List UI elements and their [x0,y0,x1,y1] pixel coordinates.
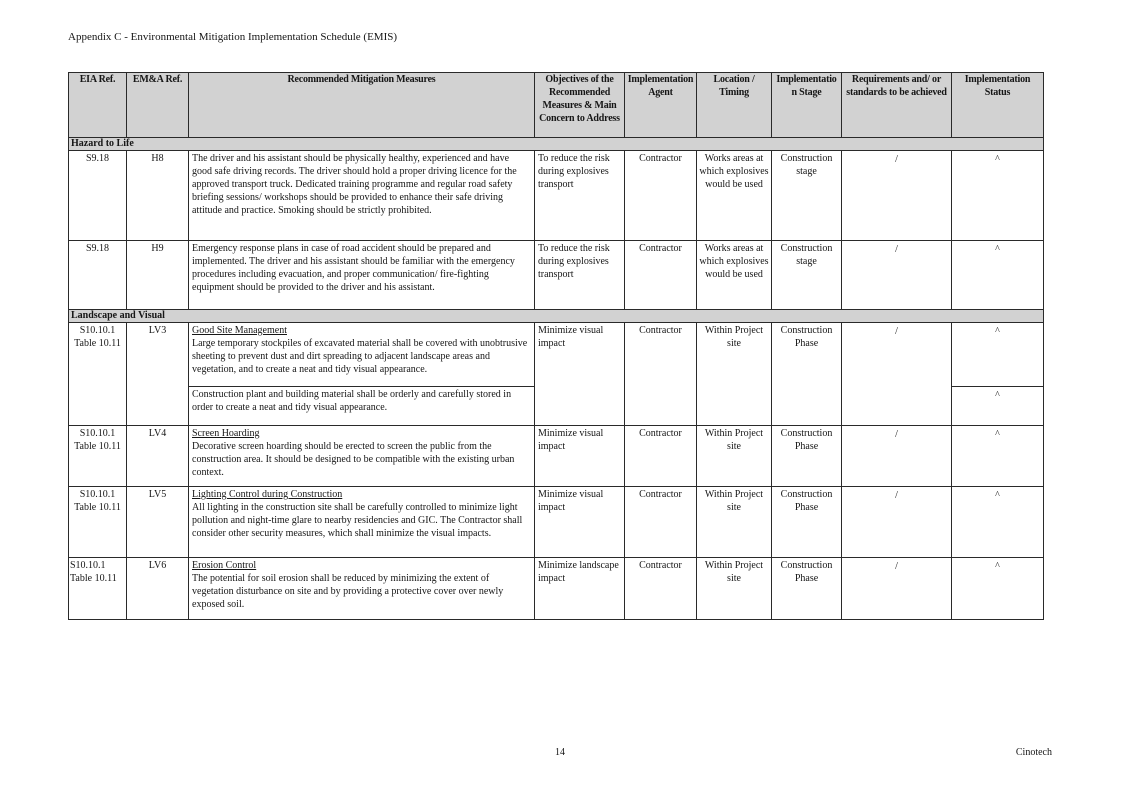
cell-status-2: ^ [952,387,1044,426]
cell-ema-ref: H9 [127,241,189,310]
cell-requirements: / [842,558,952,620]
cell-objective: Minimize visual impact [535,426,625,487]
section-label-hazard: Hazard to Life [69,138,1044,151]
measure-text: Large temporary stockpiles of excavated material shall be covered with unobtrusive sheeting to prevent dust and dirt spreading to adjacent landscape areas and vegetation, and to create a neat and tidy visual appearance. [192,338,528,375]
cell-eia: S9.18 [69,241,127,310]
emis-table [68,72,1044,620]
cell-ema-ref: LV5 [127,487,189,558]
cell-location: Within Project site [697,426,772,487]
table-row [69,558,1044,620]
cell-stage: Construction stage [772,151,842,241]
cell-eia: S10.10.1 Table 10.11 [69,426,127,487]
cell-measure [189,323,535,387]
cell-ema-ref: LV4 [127,426,189,487]
cell-location: Within Project site [697,558,772,620]
cell-requirements: / [842,426,952,487]
col-header-measures: Recommended Mitigation Measures [189,73,535,138]
cell-objective: To reduce the risk during explosives transport [535,151,625,241]
cell-status: ^ [952,558,1044,620]
cell-eia: S10.10.1 Table 10.11 [69,487,127,558]
col-header-requirements: Requirements and/ or standards to be achieved [842,73,952,138]
table-row [69,426,1044,487]
page-number: 14 [555,747,565,758]
cell-measure [189,426,535,487]
cell-objective: Minimize visual impact [535,487,625,558]
cell-requirements: / [842,241,952,310]
table-header-row [69,73,1044,138]
cell-agent: Contractor [625,487,697,558]
table-row [69,323,1044,387]
cell-agent: Contractor [625,323,697,426]
col-header-agent: Implementation Agent [625,73,697,138]
table-row [69,487,1044,558]
cell-status: ^ [952,426,1044,487]
cell-requirements: / [842,323,952,426]
cell-requirements: / [842,487,952,558]
cell-measure [189,558,535,620]
cell-stage: Construction Phase [772,487,842,558]
cell-status: ^ [952,151,1044,241]
measure-title: Screen Hoarding [192,428,260,439]
cell-eia: S10.10.1 Table 10.11 [69,323,127,426]
cell-agent: Contractor [625,558,697,620]
cell-measure: Emergency response plans in case of road accident should be prepared and implemented. The driver and his assistant should be familiar with the emergency procedures including evacuation, and proper communication/ fire-fighting equipment should be provided to the driver and his assistant. [189,241,535,310]
col-header-status: Implementation Status [952,73,1044,138]
cell-status: ^ [952,241,1044,310]
measure-text: Decorative screen hoarding should be erected to screen the public from the construction area. It should be designed to be compatible with the existing urban context. [192,441,515,478]
col-header-eia-ref: EIA Ref. [69,73,127,138]
measure-title: Erosion Control [192,560,257,571]
col-header-location: Location / Timing [697,73,772,138]
section-label-landscape: Landscape and Visual [69,310,1044,323]
cell-eia: S9.18 [69,151,127,241]
cell-location: Works areas at which explosives would be used [697,151,772,241]
measure-title: Good Site Management [192,325,287,336]
col-header-ema-ref: EM&A Ref. [127,73,189,138]
cell-measure: The driver and his assistant should be physically healthy, experienced and have good safe driving records. The driver should hold a proper driving licence for the approved transport truck. Dedicated training programme and regular road safety briefing sessions/ workshops should be provided to enhance their safe driving attitude and practice. Smoking should be strictly prohibited. [189,151,535,241]
cell-ema-ref: LV6 [127,558,189,620]
cell-measure [189,487,535,558]
cell-ema-ref: H8 [127,151,189,241]
measure-title: Lighting Control during Construction [192,489,343,500]
cell-stage: Construction stage [772,241,842,310]
cell-agent: Contractor [625,241,697,310]
measure-text: The potential for soil erosion shall be reduced by minimizing the extent of vegetation disturbance on site and by providing a protective cover over newly exposed soil. [192,573,504,610]
table-row [69,151,1044,241]
cell-stage: Construction Phase [772,323,842,426]
measure-text: All lighting in the construction site shall be carefully controlled to minimize light pollution and night-time glare to nearby residencies and GIC. The Contractor shall consider other security measures, which shall minimize the visual impacts. [192,502,523,539]
col-header-stage: Implementation Stage [772,73,842,138]
table-row [69,241,1044,310]
cell-agent: Contractor [625,151,697,241]
cell-status: ^ [952,487,1044,558]
page-title: Appendix C - Environmental Mitigation Implementation Schedule (EMIS) [68,31,398,43]
cell-objective: Minimize visual impact [535,323,625,426]
cell-agent: Contractor [625,426,697,487]
cell-stage: Construction Phase [772,558,842,620]
cell-requirements: / [842,151,952,241]
section-row-landscape [69,310,1044,323]
cell-status: ^ [952,323,1044,387]
cell-measure-2: Construction plant and building material shall be orderly and carefully stored in order to create a neat and tidy visual appearance. [189,387,535,426]
col-header-objectives: Objectives of the Recommended Measures & Main Concern to Address [535,73,625,138]
cell-location: Within Project site [697,487,772,558]
cell-stage: Construction Phase [772,426,842,487]
cell-location: Works areas at which explosives would be used [697,241,772,310]
section-row-hazard [69,138,1044,151]
cell-eia: S10.10.1 Table 10.11 [69,558,127,620]
cell-objective: To reduce the risk during explosives transport [535,241,625,310]
cell-location: Within Project site [697,323,772,426]
footer-company: Cinotech [1015,747,1052,758]
cell-ema-ref: LV3 [127,323,189,426]
cell-objective: Minimize landscape impact [535,558,625,620]
